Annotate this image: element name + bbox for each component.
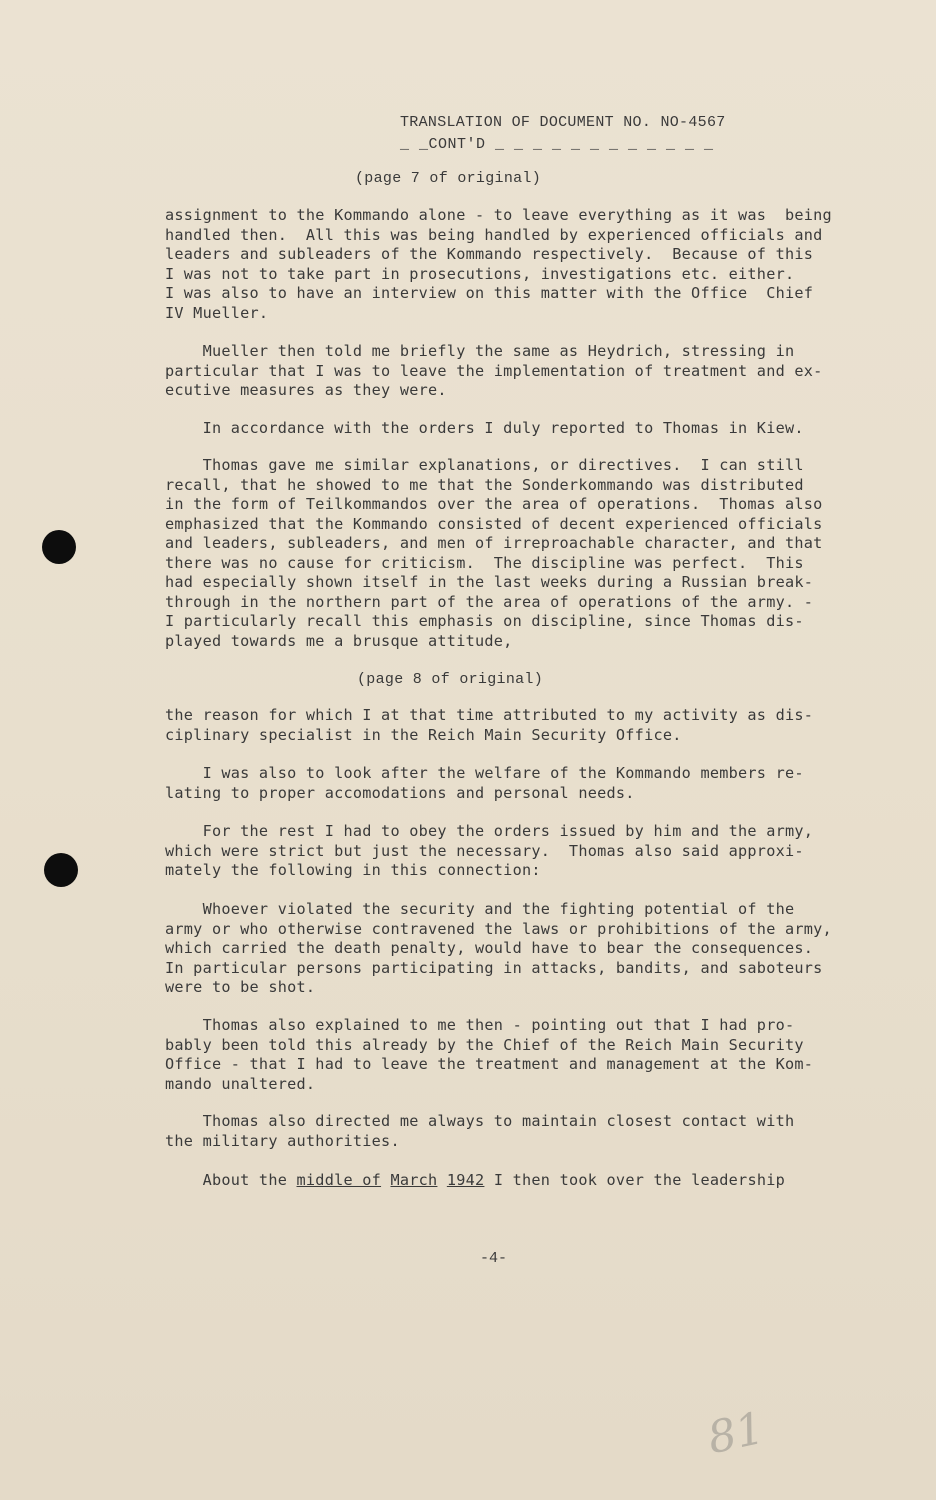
paragraph-11 xyxy=(165,1171,855,1191)
paragraph-7: For the rest I had to obey the orders issued by him and the army, which were strict but just the necessary. Thomas also said approxi- mately the following in this connection: xyxy=(165,822,814,879)
document-header xyxy=(400,112,760,156)
paragraph-5: the reason for which I at that time attributed to my activity as dis- ciplinary specialist in the Reich Main Security Office. xyxy=(165,706,814,744)
paragraph-9: Thomas also explained to me then - pointing out that I had pro- bably been told this already by the Chief of the Reich Main Security Office - that I had to leave the treatment and management at the Kom- mando unaltered. xyxy=(165,1016,814,1093)
paragraph-3: In accordance with the orders I duly reported to Thomas in Kiew. xyxy=(165,419,804,437)
paragraph-11-start: About the xyxy=(165,1171,297,1189)
underlined-middle-of: middle of xyxy=(296,1171,382,1189)
underlined-1942: 1942 xyxy=(446,1171,485,1189)
page-marker-7: (page 7 of original) xyxy=(355,170,542,187)
punch-hole-bottom xyxy=(44,853,78,887)
paragraph-11-space-2 xyxy=(437,1171,446,1189)
paragraph-4: Thomas gave me similar explanations, or directives. I can still recall, that he showed to me that the Sonderkommando was distributed in the form of Teilkommandos over the area of operations. Thomas also emphasized that the Kommando consisted of decent experienced officials and leaders, subleaders, and men of irreproachable character, and that there was no cause for criticism. The discipline was perfect. This had especially shown itself in the last weeks during a Russian break- through in the northern part of the area of operations of the army. - I particularly recall this emphasis on discipline, since Thomas dis- played towards me a brusque attitude, xyxy=(165,456,823,650)
punch-hole-top xyxy=(42,530,76,564)
underlined-march: March xyxy=(390,1171,438,1189)
paragraph-8: Whoever violated the security and the fighting potential of the army or who otherwise contravened the laws or prohibitions of the army, which carried the death penalty, would have to bear the consequences. In particular persons participating in attacks, bandits, and saboteurs were to be shot. xyxy=(165,900,832,996)
document-title: TRANSLATION OF DOCUMENT NO. NO-4567 xyxy=(400,114,726,131)
paragraph-6: I was also to look after the welfare of the Kommando members re- lating to proper accomodations and personal needs. xyxy=(165,764,804,802)
page-marker-8: (page 8 of original) xyxy=(357,671,544,688)
paragraph-11-end: I then took over the leadership xyxy=(484,1171,786,1189)
paragraph-2: Mueller then told me briefly the same as Heydrich, stressing in particular that I was to leave the implementation of treatment and ex- ecutive measures as they were. xyxy=(165,342,823,399)
page-number: -4- xyxy=(480,1250,508,1267)
handwritten-mark: 81 xyxy=(703,1402,769,1465)
paragraph-10: Thomas also directed me always to maintain closest contact with the military authorities. xyxy=(165,1112,795,1150)
continued-marker: _ _CONT'D _ _ _ _ _ _ _ _ _ _ _ _ xyxy=(400,136,714,153)
paragraph-1: assignment to the Kommando alone - to leave everything as it was being handled then. All this was being handled by experienced officials and leaders and subleaders of the Kommando respectively. Because of this I was not to take part in prosecutions, investigations etc. either. I was also to have an interview on this matter with the Office Chief IV Mueller. xyxy=(165,206,832,322)
